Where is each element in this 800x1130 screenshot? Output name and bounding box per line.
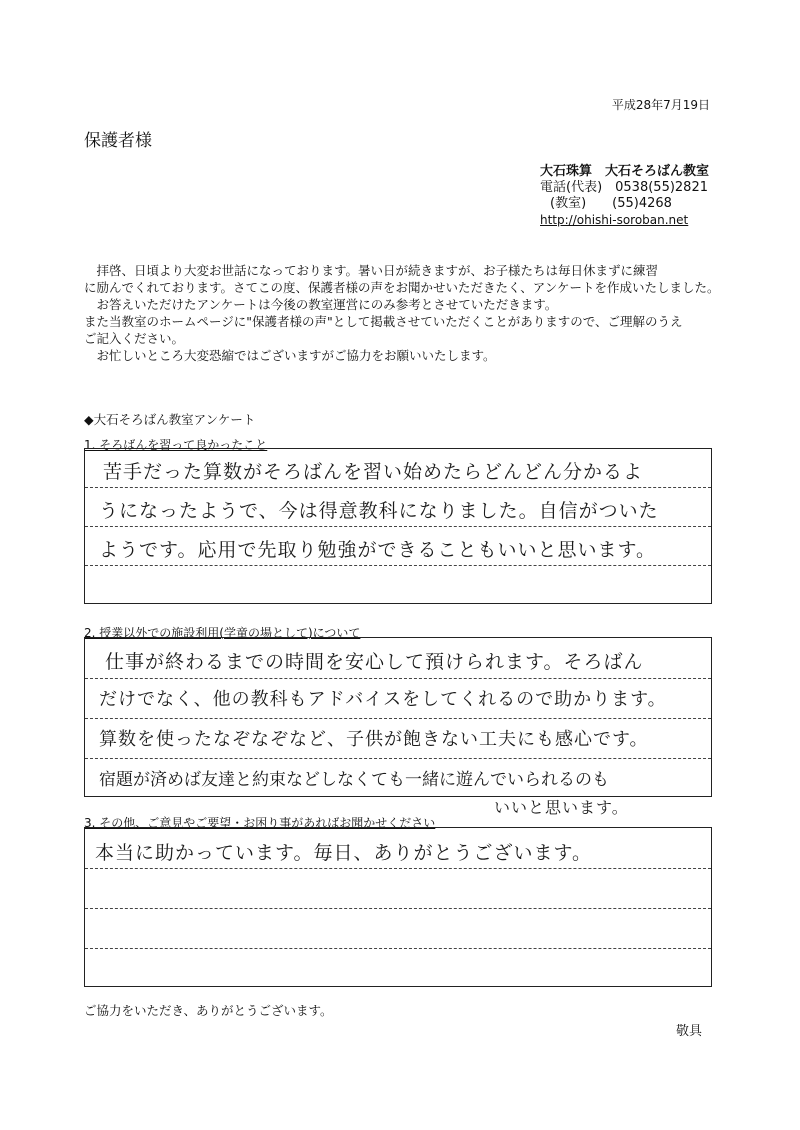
- closing-sign: 敬具: [676, 1024, 703, 1039]
- greeting-line: に励んでくれております。さてこの度、保護者様の声をお聞かせいただきたく、アンケートを作成いたしました。: [84, 280, 720, 295]
- handwritten-answer: 本当に助かっています。毎日、ありがとうございます。: [95, 842, 592, 864]
- ruled-line: [85, 868, 711, 869]
- handwritten-answer: 仕事が終わるまでの時間を安心して預けられます。そろばん: [105, 651, 644, 673]
- greeting-text: [84, 262, 734, 364]
- answer-box-3: [84, 827, 712, 987]
- answer-box-2: [84, 637, 712, 797]
- question-label-text: 2. 授業以外での施設利用(学童の場として)について: [84, 626, 361, 640]
- handwritten-answer: うになったようで、今は得意教科になりました。自信がついた: [99, 500, 659, 522]
- survey-title: ◆大石そろばん教室アンケート: [84, 412, 256, 427]
- sender-phone-main: 電話(代表) 0538(55)2821: [540, 180, 708, 195]
- ruled-line: [85, 908, 711, 909]
- recipient-heading: 保護者様: [84, 131, 152, 151]
- greeting-line: ご記入ください。: [84, 331, 185, 346]
- greeting-line: お忙しいところ大変恐縮ではございますがご協力をお願いいたします。: [84, 348, 496, 363]
- ruled-line: [85, 487, 711, 488]
- sender-phone-class: (教室) (55)4268: [550, 196, 672, 211]
- ruled-line: [85, 718, 711, 719]
- handwritten-answer: 苦手だった算数がそろばんを習い始めたらどんどん分かるよ: [103, 461, 644, 483]
- sender-name: 大石珠算 大石そろばん教室: [540, 164, 710, 179]
- ruled-line: [85, 678, 711, 679]
- handwritten-answer: ようです。応用で先取り勉強ができることもいいと思います。: [99, 539, 656, 561]
- question-label-text: 1. そろばんを習って良かったこと: [84, 438, 268, 452]
- ruled-line: [85, 565, 711, 566]
- ruled-line: [85, 526, 711, 527]
- ruled-line: [85, 758, 711, 759]
- handwritten-answer: 算数を使ったなぞなぞなど、子供が飽きない工夫にも感心です。: [99, 729, 649, 750]
- sender-block: [540, 164, 709, 228]
- greeting-line: また当教室のホームページに"保護者様の声"として掲載させていただくことがありますので、ご理解のうえ: [84, 314, 683, 329]
- handwritten-answer-continuation: いいと思います。: [494, 798, 629, 817]
- answer-box-1: [84, 448, 712, 604]
- letter-date: 平成28年7月19日: [611, 98, 710, 112]
- greeting-line: 拝啓、日頃より大変お世話になっております。暑い日が続きますが、お子様たちは毎日休まずに練習: [84, 263, 659, 278]
- sender-url: http://ohishi-soroban.net: [540, 213, 689, 227]
- handwritten-answer: だけでなく、他の教科もアドバイスをしてくれるので助かります。: [99, 689, 667, 710]
- question-label-text: 3. その他、ご意見やご要望・お困り事があればお聞かせください: [84, 816, 436, 830]
- greeting-line: お答えいただけたアンケートは今後の教室運営にのみ参考とさせていただきます。: [84, 297, 558, 312]
- closing-text: ご協力をいただき、ありがとうございます。: [84, 1003, 333, 1018]
- ruled-line: [85, 948, 711, 949]
- handwritten-answer: 宿題が済めば友達と約束などしなくても一緒に遊んでいられるのも: [99, 770, 609, 790]
